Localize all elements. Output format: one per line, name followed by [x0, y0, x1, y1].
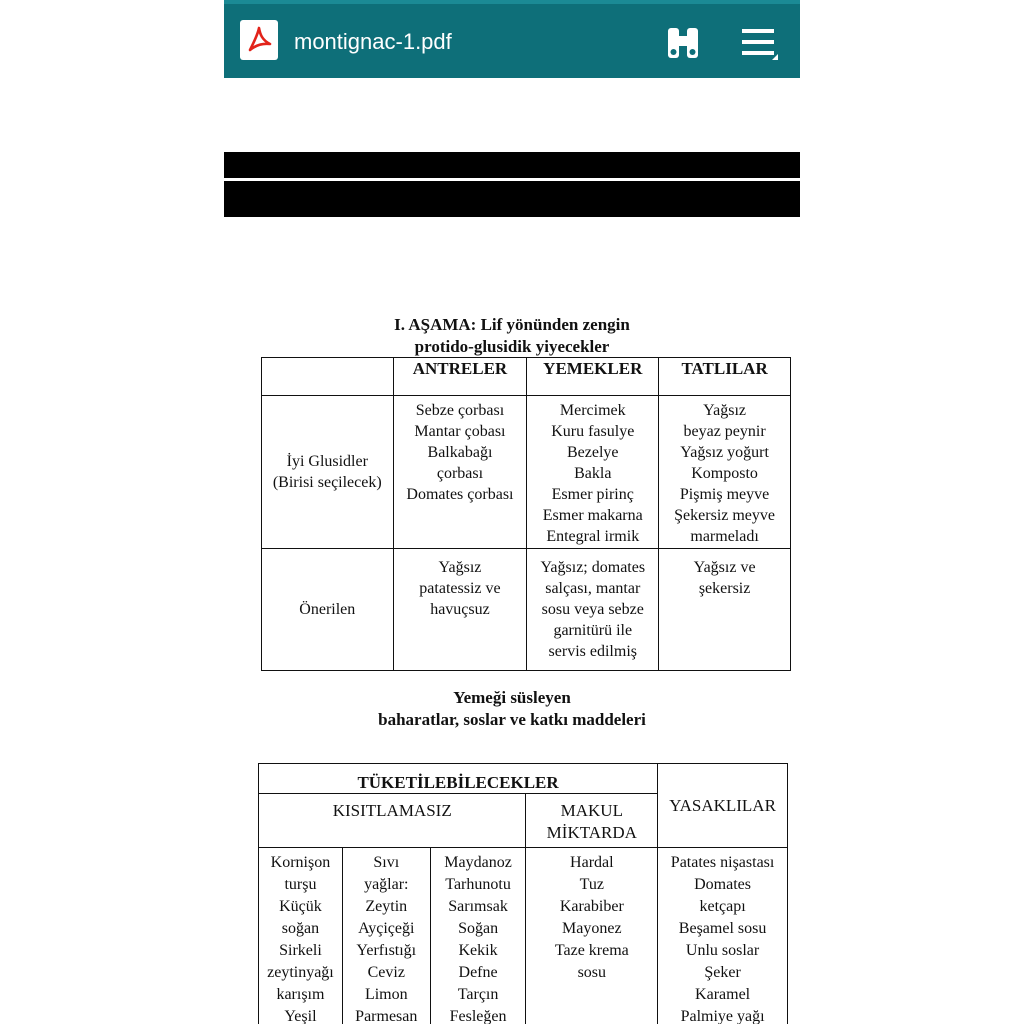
cell-text: Komposto [691, 465, 758, 482]
table-cell [430, 848, 526, 1024]
cell-text: salçası, mantar [545, 580, 641, 597]
cell-text: Zeytin [365, 898, 408, 915]
column-header: ANTRELER [393, 358, 527, 396]
cell-text: Bezelye [567, 444, 619, 461]
cell-text: Mercimek [559, 402, 626, 419]
cell-text: Balkabağı [427, 444, 493, 461]
table-cell [259, 848, 343, 1024]
cell-text: Domates çorbası [406, 486, 514, 503]
cell-text: Hardal [570, 854, 614, 871]
scan-black-band-top [224, 152, 800, 178]
cell-text: karışım [276, 986, 325, 1003]
cell-text: Karamel [695, 986, 751, 1003]
cell-text: Pişmiş meyve [679, 486, 770, 503]
cell-text: Beşamel sosu [678, 920, 767, 937]
binoculars-icon[interactable] [664, 24, 702, 62]
table-cell [659, 396, 791, 549]
cell-text: Tuz [579, 876, 604, 893]
table-cell [393, 396, 527, 549]
cell-text: Limon [364, 986, 408, 1003]
cell-text: Sıvı [373, 854, 400, 871]
cell-text: MAKUL [560, 801, 623, 820]
cell-text: Kornişon [270, 854, 331, 871]
allowed-header: TÜKETİLEBİLECEKLER [259, 764, 658, 794]
phase-heading-line1: I. AŞAMA: Lif yönünden zengin [394, 315, 630, 334]
cell-text: marmeladı [690, 528, 759, 545]
cell-text: Maydanoz [444, 854, 512, 871]
cell-text: sosu veya sebze [541, 601, 644, 618]
cell-text: zeytinyağı [267, 964, 334, 981]
cell-text: Fesleğen [449, 1008, 507, 1024]
unrestricted-header: KISITLAMASIZ [259, 794, 526, 848]
table-cell [393, 549, 527, 671]
cell-text: garnitürü ile [553, 622, 633, 639]
forbidden-header: YASAKLILAR [658, 764, 788, 848]
row-label [262, 396, 394, 549]
cell-text: turşu [284, 876, 317, 893]
pdf-icon[interactable] [240, 20, 278, 60]
cell-text: Domates [694, 876, 751, 893]
cell-text: Esmer makarna [542, 507, 643, 524]
cell-text: Sarımsak [448, 898, 508, 915]
cell-text: Karabiber [559, 898, 624, 915]
cell-text: Defne [458, 964, 498, 981]
phase1-table [261, 357, 791, 671]
scan-black-band-bottom [224, 181, 800, 217]
cell-text: Mayonez [562, 920, 622, 937]
cell-text: MİKTARDA [546, 823, 637, 842]
condiments-table [258, 763, 788, 1024]
table-cell [527, 396, 659, 549]
cell-text: Kuru fasulye [551, 423, 635, 440]
app-bar [224, 0, 800, 78]
cell-text: Palmiye yağı [680, 1008, 765, 1024]
cell-text: Şekersiz meyve [674, 507, 776, 524]
cell-text: ketçapı [699, 898, 746, 915]
row-label [262, 549, 394, 671]
cell-text: Soğan [458, 920, 499, 937]
condiments-heading-line1: Yemeği süsleyen [453, 688, 571, 707]
cell-text: sosu [577, 964, 607, 981]
table-cell [526, 848, 658, 1024]
table-cell [527, 549, 659, 671]
condiments-heading [224, 687, 800, 731]
cell-text: şekersiz [698, 580, 751, 597]
cell-text: Yağsız [438, 559, 482, 576]
cell-text: Kekik [458, 942, 498, 959]
phase-heading [224, 314, 800, 358]
pdf-viewer-screen [224, 0, 800, 1024]
cell-text: Tarçın [457, 986, 499, 1003]
cell-text: beyaz peynir [683, 423, 766, 440]
cell-text: İyi Glusidler [286, 453, 368, 470]
cell-text: Entegral irmik [546, 528, 640, 545]
condiments-heading-line2: baharatlar, soslar ve katkı maddeleri [378, 710, 646, 729]
cell-text: soğan [281, 920, 320, 937]
cell-text: havuçsuz [430, 601, 490, 618]
cell-text: Yağsız yoğurt [680, 444, 769, 461]
cell-text: Bakla [574, 465, 612, 482]
cell-text: (Birisi seçilecek) [272, 474, 382, 491]
cell-text: Yerfıstığı [356, 942, 417, 959]
cell-text: Yeşil [284, 1008, 317, 1024]
cell-text: Yağsız [703, 402, 746, 419]
cell-text: Esmer pirinç [551, 486, 634, 503]
cell-text: Önerilen [299, 601, 356, 618]
moderate-header [526, 794, 658, 848]
cell-text: patatessiz ve [419, 580, 501, 597]
cell-text: Yağsız; domates [540, 559, 646, 576]
cell-text: Tarhunotu [445, 876, 511, 893]
table-cell [658, 848, 788, 1024]
cell-text: Sirkeli [279, 942, 322, 959]
cell-text: servis edilmiş [548, 643, 637, 660]
cell-text: yağlar: [364, 876, 409, 893]
file-name-title: montignac-1.pdf [294, 29, 452, 54]
cell-text: Yağsız ve [693, 559, 756, 576]
cell-text: Küçük [279, 898, 322, 915]
cell-text: Ceviz [367, 964, 405, 981]
hamburger-menu-icon[interactable] [740, 24, 780, 62]
cell-text: Mantar çobası [414, 423, 506, 440]
column-header: YEMEKLER [527, 358, 659, 396]
cell-text: Unlu soslar [685, 942, 760, 959]
cell-text: Taze krema [554, 942, 629, 959]
cell-text: Parmesan [355, 1008, 418, 1024]
cell-text: çorbası [436, 465, 484, 482]
cell-text: Ayçiçeği [358, 920, 415, 937]
column-header: TATLILAR [659, 358, 791, 396]
cell-text: Şeker [704, 964, 741, 981]
empty-header-cell [262, 358, 394, 396]
cell-text: Sebze çorbası [415, 402, 505, 419]
cell-text: Patates nişastası [670, 854, 775, 871]
table-cell [659, 549, 791, 671]
phase-heading-line2: protido-glusidik yiyecekler [414, 337, 610, 356]
table-cell [342, 848, 430, 1024]
